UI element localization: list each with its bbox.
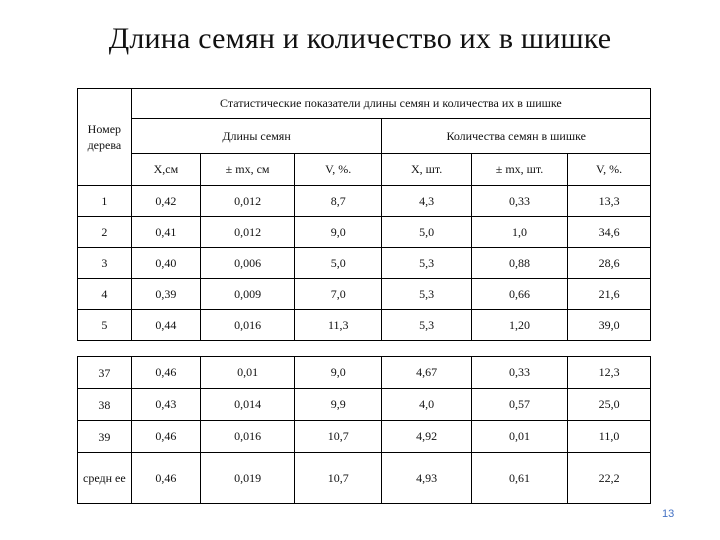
table-cell: 0,016	[201, 421, 295, 453]
table-cell: 0,42	[131, 186, 200, 217]
group-header: Статистические показатели длины семян и количества их в шишке	[131, 89, 650, 119]
table-cell: 7,0	[295, 279, 382, 310]
table-cell: 0,44	[131, 310, 200, 341]
table-cell: 10,7	[295, 453, 382, 504]
table-cell: 0,46	[131, 357, 200, 389]
table-cell: 12,3	[568, 357, 651, 389]
table-cell: 4,0	[382, 389, 472, 421]
length-group-header: Длины семян	[131, 119, 382, 154]
table-cell: 0,66	[471, 279, 567, 310]
table-cell: 0,57	[471, 389, 567, 421]
table-cell: 5,3	[382, 248, 472, 279]
table-cell: 4,92	[382, 421, 472, 453]
table-cell: 0,46	[131, 453, 200, 504]
page-title: Длина семян и количество их в шишке	[108, 22, 612, 55]
table-cell: 22,2	[568, 453, 651, 504]
table-cell: 0,33	[471, 186, 567, 217]
table-cell: 5,3	[382, 279, 472, 310]
table-cell: 4,3	[382, 186, 472, 217]
table-cell: 4,93	[382, 453, 472, 504]
table-cell: 25,0	[568, 389, 651, 421]
table-cell: 9,0	[295, 217, 382, 248]
tree-number-cell: 38	[78, 389, 132, 421]
table-cell: 0,88	[471, 248, 567, 279]
stats-table-bottom	[77, 356, 651, 504]
table-row	[78, 357, 651, 389]
table-cell: 5,3	[382, 310, 472, 341]
table-cell: 1,20	[471, 310, 567, 341]
table-cell: 0,43	[131, 389, 200, 421]
table-cell: 0,01	[471, 421, 567, 453]
table-cell: 0,39	[131, 279, 200, 310]
table-cell: 0,33	[471, 357, 567, 389]
tree-number-cell: 3	[78, 248, 132, 279]
table-cell: 10,7	[295, 421, 382, 453]
row-header: Номер дерева	[78, 89, 132, 186]
table-row	[78, 453, 651, 504]
table-cell: 0,012	[201, 186, 295, 217]
column-header: V, %.	[568, 154, 651, 186]
page-number: 13	[662, 508, 675, 520]
table-row	[78, 186, 651, 217]
tree-number-cell: средн ее	[78, 453, 132, 504]
table-cell: 9,9	[295, 389, 382, 421]
table-cell: 4,67	[382, 357, 472, 389]
tree-number-cell: 4	[78, 279, 132, 310]
column-header: X, шт.	[382, 154, 472, 186]
table-row	[78, 389, 651, 421]
tree-number-cell: 39	[78, 421, 132, 453]
table-cell: 8,7	[295, 186, 382, 217]
table-row	[78, 310, 651, 341]
table-cell: 1,0	[471, 217, 567, 248]
tree-number-cell: 1	[78, 186, 132, 217]
table-cell: 0,012	[201, 217, 295, 248]
table-cell: 0,41	[131, 217, 200, 248]
table-cell: 28,6	[568, 248, 651, 279]
table-cell: 0,46	[131, 421, 200, 453]
table-cell: 34,6	[568, 217, 651, 248]
table-cell: 11,0	[568, 421, 651, 453]
table-cell: 0,006	[201, 248, 295, 279]
column-header: ± mx, см	[201, 154, 295, 186]
table-cell: 0,014	[201, 389, 295, 421]
stats-table-top	[77, 88, 651, 341]
table-row	[78, 217, 651, 248]
table-cell: 0,019	[201, 453, 295, 504]
table-cell: 0,016	[201, 310, 295, 341]
count-group-header: Количества семян в шишке	[382, 119, 651, 154]
table-row	[78, 421, 651, 453]
table-cell: 21,6	[568, 279, 651, 310]
column-header: X,см	[131, 154, 200, 186]
table-cell: 11,3	[295, 310, 382, 341]
table-cell: 39,0	[568, 310, 651, 341]
tree-number-cell: 2	[78, 217, 132, 248]
table-cell: 5,0	[382, 217, 472, 248]
column-header: V, %.	[295, 154, 382, 186]
table-cell: 0,61	[471, 453, 567, 504]
table-cell: 9,0	[295, 357, 382, 389]
tree-number-cell: 5	[78, 310, 132, 341]
table-cell: 0,009	[201, 279, 295, 310]
table-row	[78, 279, 651, 310]
tree-number-cell: 37	[78, 357, 132, 389]
column-header: ± mx, шт.	[471, 154, 567, 186]
table-row	[78, 248, 651, 279]
table-cell: 5,0	[295, 248, 382, 279]
table-cell: 13,3	[568, 186, 651, 217]
table-cell: 0,40	[131, 248, 200, 279]
table-cell: 0,01	[201, 357, 295, 389]
